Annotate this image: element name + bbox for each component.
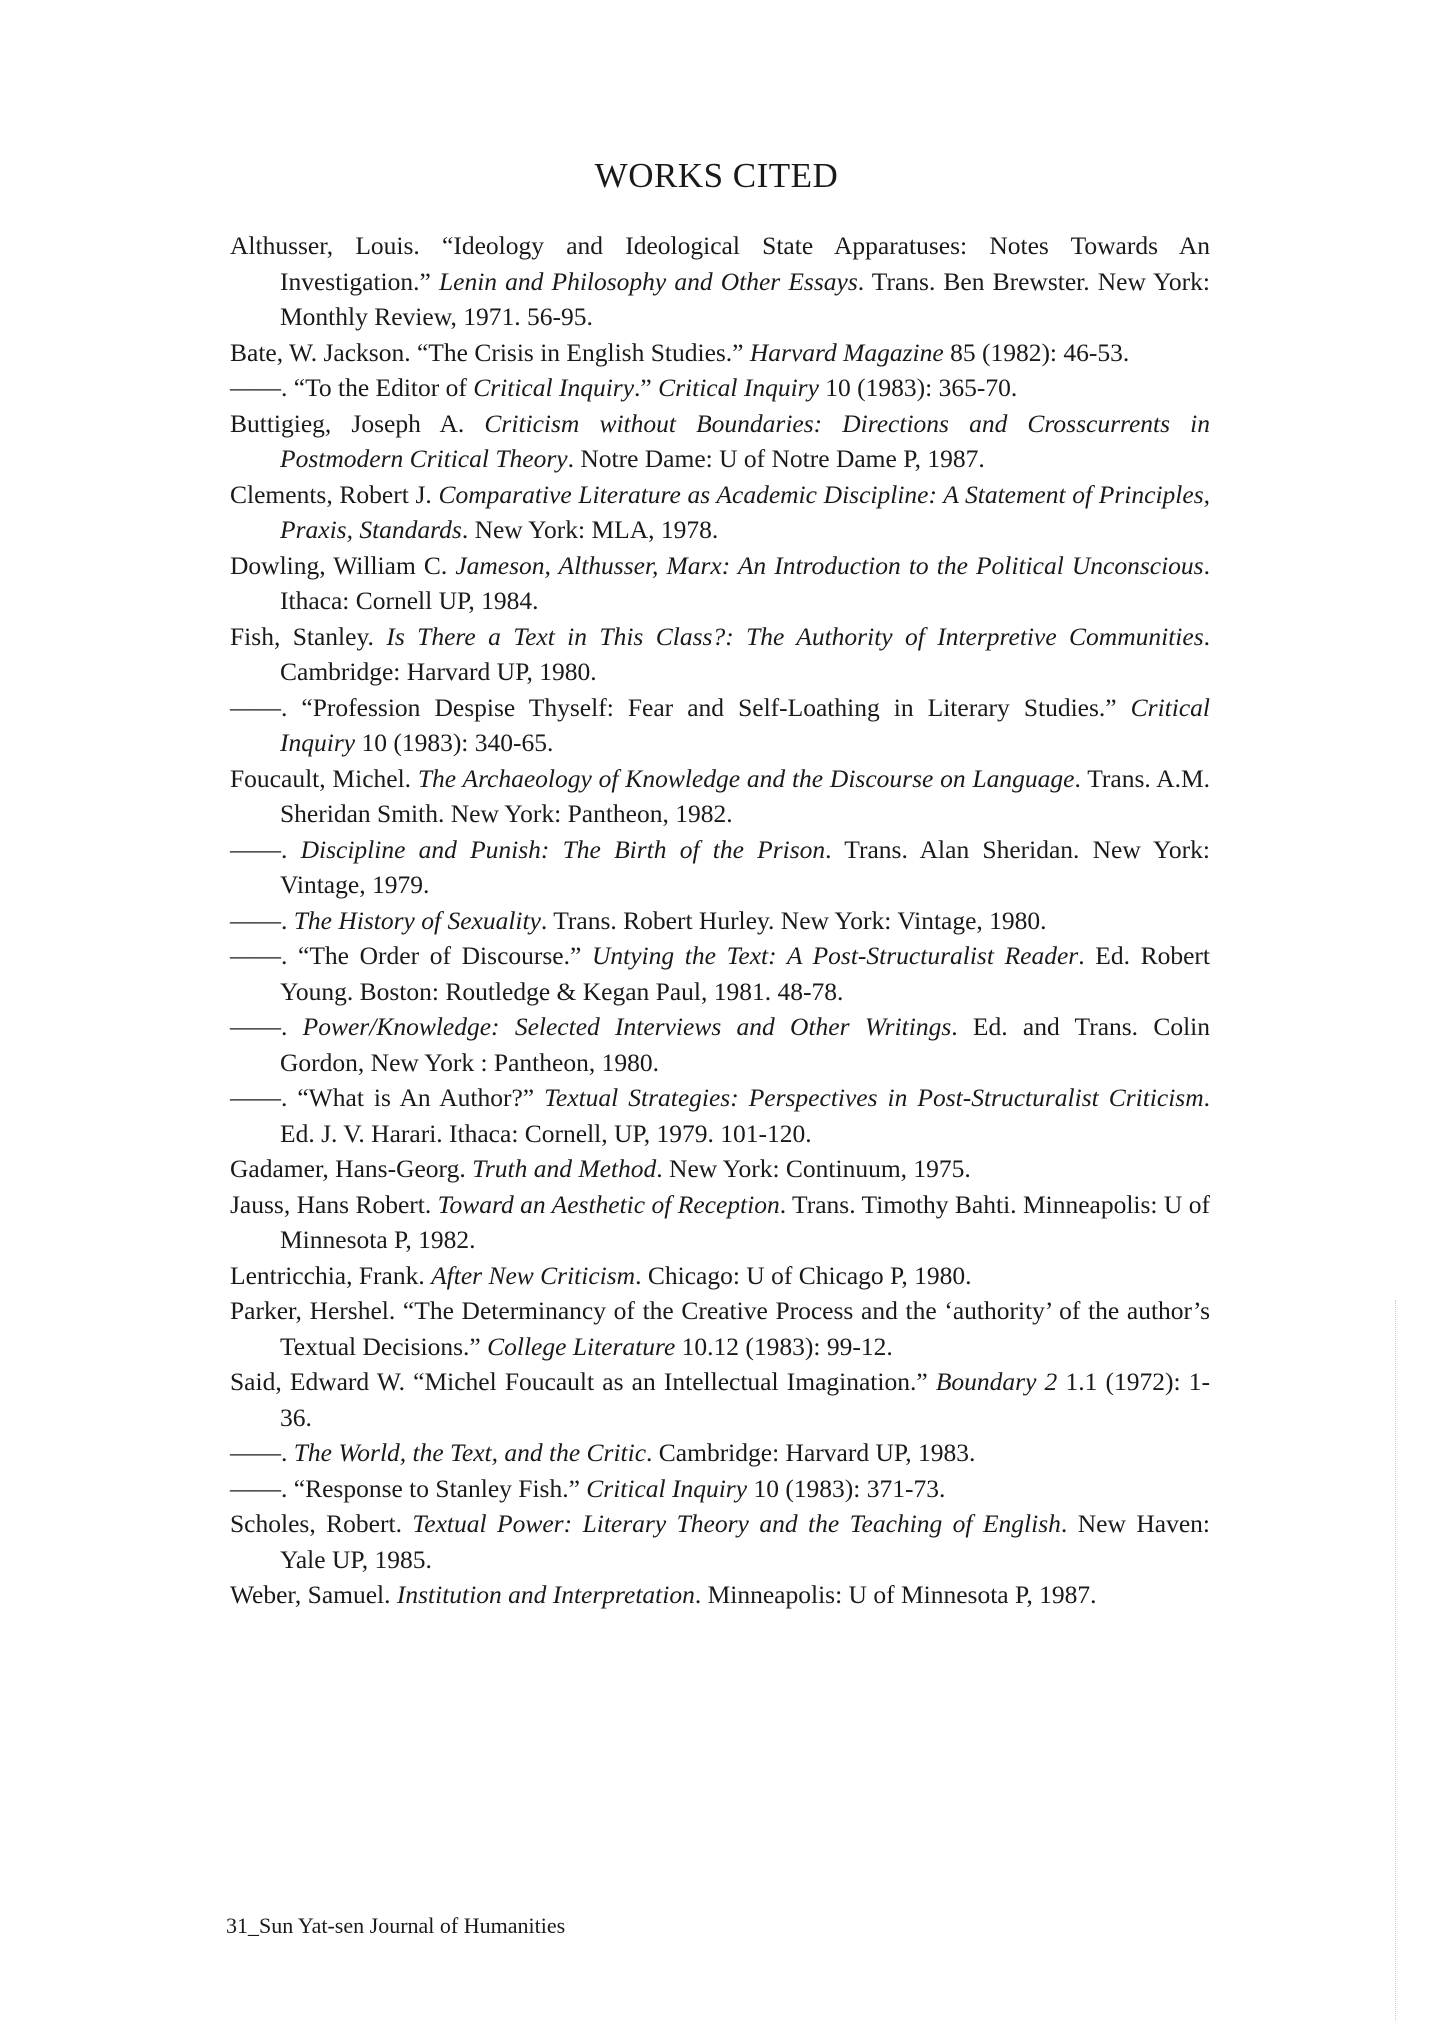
citation-title-italic: Discipline and Punish: The Birth of the Prison	[300, 834, 826, 864]
citation-entry	[230, 1364, 1210, 1435]
citation-text: ——. “The Order of Discourse.”	[230, 941, 592, 970]
citation-title-italic: Harvard Magazine	[749, 337, 944, 367]
citation-title-italic: Textual Power: Literary Theory and the Teaching of English	[412, 1509, 1061, 1538]
citation-title-italic: College Literature	[487, 1331, 676, 1361]
citation-text: ——. “Response to Stanley Fish.”	[230, 1473, 587, 1503]
citation-entry	[230, 1577, 1210, 1613]
citation-text: .”	[634, 373, 659, 402]
citation-text: . New Haven: Yale UP, 1985.	[280, 1509, 1210, 1574]
citation-title-italic: Toward an Aesthetic of Reception	[437, 1189, 780, 1219]
citation-title-italic: Critical Inquiry	[473, 373, 635, 402]
citation-title-italic: Is There a Text in This Class?: The Authority of Interpretive Communities	[386, 621, 1204, 651]
citation-entry	[230, 477, 1210, 548]
citation-entry	[230, 1187, 1210, 1258]
citation-text: ——.	[230, 905, 294, 935]
citation-title-italic: Jameson, Althusser, Marx: An Introduction to the Political Unconscious	[455, 550, 1204, 580]
page-title: WORKS CITED	[594, 156, 839, 195]
page-footer: 31_Sun Yat-sen Journal of Humanities	[226, 1913, 566, 1938]
citation-text: Foucault, Michel.	[230, 763, 418, 793]
citation-text: 10 (1983): 365-70.	[818, 373, 1018, 402]
citation-entry	[230, 1435, 1210, 1471]
citation-text: . Ed. Robert Young. Boston: Routledge & Kegan Paul, 1981. 48-78.	[280, 941, 1210, 1006]
citation-text: 85 (1982): 46-53.	[943, 337, 1130, 367]
citation-text: Gadamer, Hans-Georg.	[230, 1154, 473, 1183]
citation-text: . New York: MLA, 1978.	[461, 515, 719, 544]
citation-title-italic: The Archaeology of Knowledge and the Discourse on Language	[417, 763, 1075, 793]
citation-title-italic: Lenin and Philosophy and Other Essays	[438, 266, 858, 296]
citation-title-italic: Truth and Method	[472, 1154, 657, 1183]
citation-entry	[230, 619, 1210, 690]
citation-entry	[230, 1151, 1210, 1187]
citation-text: Althusser, Louis. “Ideology and Ideological State Apparatuses: Notes Towards An Investigation.”	[230, 231, 1210, 296]
citation-title-italic: Power/Knowledge: Selected Interviews and Other Writings	[302, 1012, 952, 1041]
citation-entry	[230, 1009, 1210, 1080]
citation-text: . Ed. and Trans. Colin Gordon, New York : Pantheon, 1980.	[280, 1012, 1211, 1077]
citation-title-italic: Critical Inquiry	[280, 692, 1210, 757]
citation-text: . Cambridge: Harvard UP, 1983.	[646, 1438, 976, 1467]
citation-text: Jauss, Hans Robert.	[230, 1189, 438, 1219]
citation-entry	[230, 690, 1210, 761]
citation-title-italic: Textual Strategies: Perspectives in Post-Structuralist Criticism	[544, 1083, 1204, 1112]
citation-entry	[230, 548, 1210, 619]
citation-text: Said, Edward W. “Michel Foucault as an Intellectual Imagination.”	[230, 1367, 936, 1396]
citation-entry	[230, 1293, 1210, 1364]
citation-entry	[230, 370, 1210, 406]
citation-text: . Trans. Alan Sheridan. New York: Vintage, 1979.	[280, 834, 1211, 899]
citation-text: . Cambridge: Harvard UP, 1980.	[280, 621, 1210, 686]
citation-text: ——. “What is An Author?”	[230, 1083, 545, 1112]
citation-entry	[230, 903, 1210, 939]
scan-edge-line	[1395, 1300, 1397, 2020]
citation-title-italic: Criticism without Boundaries: Directions and Crosscurrents in Postmodern Critical Theory	[280, 408, 1210, 473]
citation-text: 10.12 (1983): 99-12.	[675, 1331, 893, 1361]
citation-text: ——. “Profession Despise Thyself: Fear and Self-Loathing in Literary Studies.”	[230, 692, 1131, 722]
citation-entry	[230, 406, 1210, 477]
citation-entry	[230, 1471, 1210, 1507]
citation-text: ——.	[230, 1438, 294, 1467]
citation-text: Lentricchia, Frank.	[230, 1260, 432, 1290]
citation-text: Bate, W. Jackson. “The Crisis in English Studies.”	[230, 337, 750, 367]
citation-text: 1.1 (1972): 1-36.	[280, 1367, 1210, 1432]
works-cited-list	[230, 228, 1210, 1613]
citation-text: . Trans. Timothy Bahti. Minneapolis: U of Minnesota P, 1982.	[280, 1189, 1211, 1254]
citation-text: Scholes, Robert.	[230, 1509, 413, 1538]
citation-text: Parker, Hershel. “The Determinancy of the Creative Process and the ‘authority’ of the author’s Textual Decisions.”	[230, 1296, 1210, 1361]
citation-text: . Notre Dame: U of Notre Dame P, 1987.	[567, 444, 985, 473]
citation-text: . Minneapolis: U of Minnesota P, 1987.	[694, 1580, 1097, 1609]
citation-entry	[230, 228, 1210, 335]
citation-title-italic: Comparative Literature as Academic Discipline: A Statement of Principles, Praxis, Standards	[280, 479, 1210, 544]
citation-text: . New York: Continuum, 1975.	[656, 1154, 971, 1183]
citation-title-italic: The History of Sexuality	[293, 905, 541, 935]
citation-title-italic: Institution and Interpretation	[396, 1580, 695, 1609]
citation-title-italic: Critical Inquiry	[586, 1473, 748, 1503]
citation-text: ——. “To the Editor of	[230, 373, 474, 402]
citation-text: . Trans. Ben Brewster. New York: Monthly Review, 1971. 56-95.	[280, 266, 1210, 331]
citation-title-italic: The World, the Text, and the Critic	[293, 1438, 647, 1467]
citation-text: Weber, Samuel.	[230, 1580, 397, 1609]
citation-text: 10 (1983): 371-73.	[747, 1473, 946, 1503]
citation-title-italic: Critical Inquiry	[658, 373, 819, 402]
citation-entry	[230, 832, 1210, 903]
citation-text: ——.	[230, 1012, 303, 1041]
citation-text: 10 (1983): 340-65.	[355, 728, 554, 757]
citation-entry	[230, 335, 1210, 371]
citation-text: . Ithaca: Cornell UP, 1984.	[280, 550, 1210, 615]
citation-text: . Trans. Robert Hurley. New York: Vintage, 1980.	[540, 905, 1047, 935]
citation-entry	[230, 1258, 1210, 1294]
citation-entry	[230, 938, 1210, 1009]
citation-text: . Ed. J. V. Harari. Ithaca: Cornell, UP, 1979. 101-120.	[280, 1083, 1210, 1148]
citation-title-italic: Untying the Text: A Post-Structuralist Reader	[591, 941, 1079, 970]
citation-entry	[230, 761, 1210, 832]
citation-title-italic: After New Criticism	[431, 1260, 636, 1290]
citation-text: Dowling, William C.	[230, 550, 456, 580]
citation-text: Fish, Stanley.	[230, 621, 387, 651]
citation-text: . Chicago: U of Chicago P, 1980.	[635, 1260, 972, 1290]
citation-text: Buttigieg, Joseph A.	[230, 408, 485, 438]
citation-title-italic: Boundary 2	[935, 1367, 1058, 1396]
citation-entry	[230, 1506, 1210, 1577]
citation-text: Clements, Robert J.	[230, 479, 439, 509]
citation-entry	[230, 1080, 1210, 1151]
citation-text: . Trans. A.M. Sheridan Smith. New York: Pantheon, 1982.	[280, 763, 1211, 828]
citation-text: ——.	[230, 834, 301, 864]
